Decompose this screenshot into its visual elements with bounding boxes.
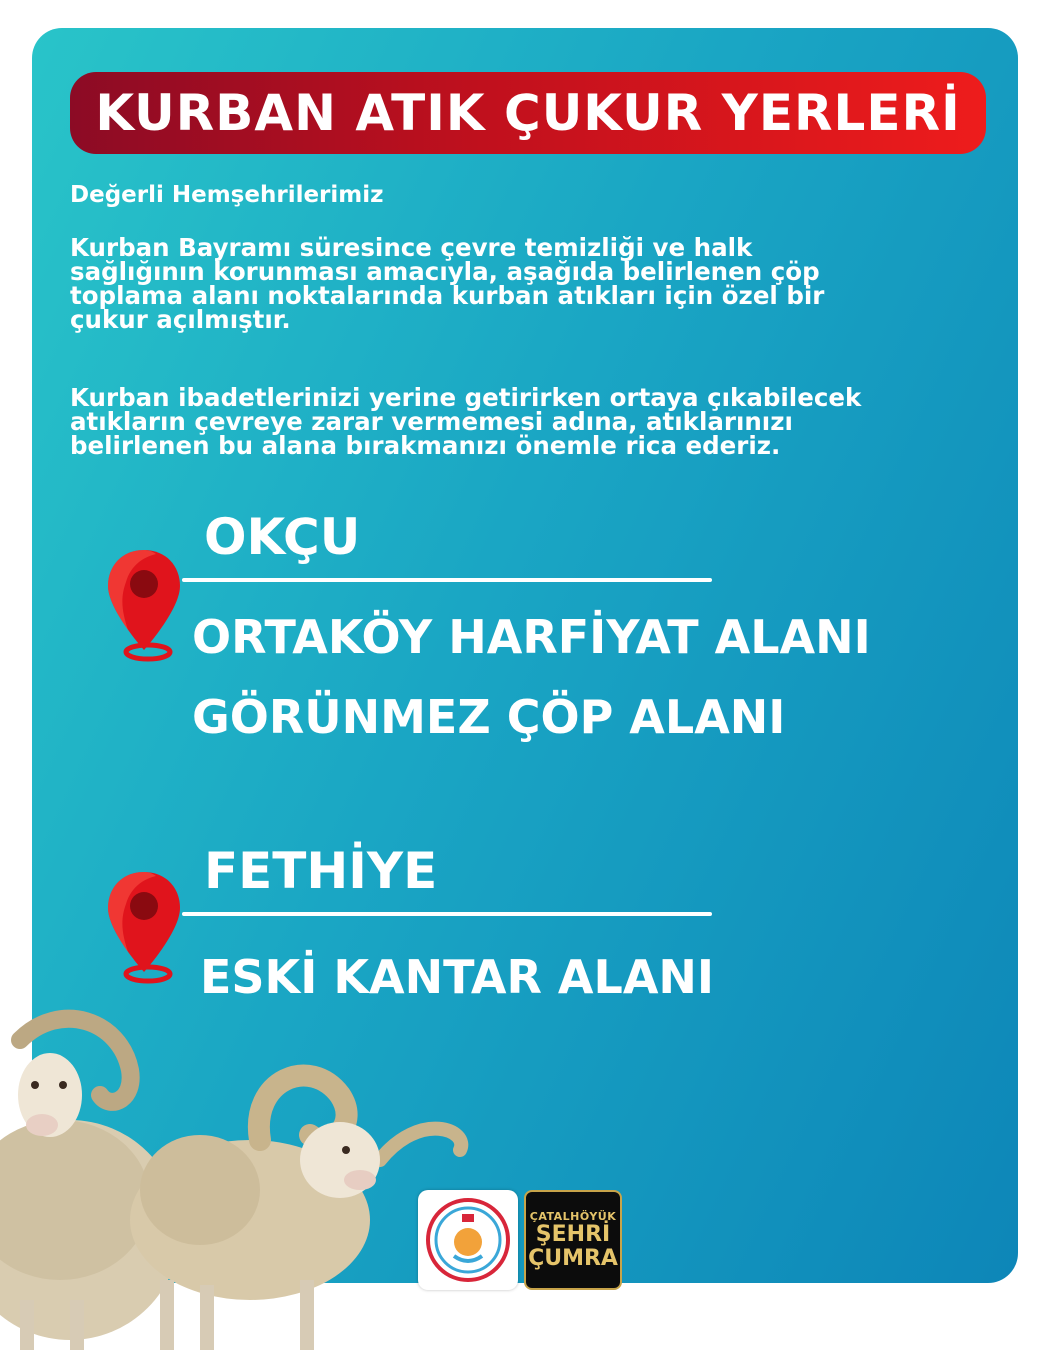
brand-mid-text: ŞEHRİ (535, 1221, 611, 1247)
paragraph-line: atıkların çevreye zarar vermemesi adına, atıklarınızı (70, 407, 793, 436)
paragraph-line: çukur açılmıştır. (70, 305, 291, 334)
sheep-illustration (0, 1000, 470, 1350)
location-area: ORTAKÖY HARFİYAT ALANI (192, 610, 871, 664)
brand-bot-text: ÇUMRA (528, 1245, 618, 1271)
paragraph-line: Kurban ibadetlerinizi yerine getirirken ortaya çıkabilecek (70, 383, 862, 412)
location-divider (182, 912, 712, 916)
location-name: FETHİYE (204, 842, 438, 900)
paragraph-line: belirlenen bu alana bırakmanızı önemle rica ederiz. (70, 431, 781, 460)
location-divider (182, 578, 712, 582)
paragraph-line: Kurban Bayramı süresince çevre temizliği ve halk (70, 233, 753, 262)
brand-top-text: ÇATALHÖYÜK (529, 1209, 617, 1223)
paragraph-line: toplama alanı noktalarında kurban atıkları için özel bir (70, 281, 825, 310)
municipality-logo (418, 1190, 518, 1290)
paragraph-line: sağlığının korunması amacıyla, aşağıda belirlenen çöp (70, 257, 820, 286)
catalhoyuk-brand-logo (524, 1190, 622, 1290)
location-pin-icon (104, 868, 184, 988)
location-area: GÖRÜNMEZ ÇÖP ALANI (192, 690, 786, 744)
page-title: KURBAN ATIK ÇUKUR YERLERİ (95, 84, 961, 142)
location-name: OKÇU (204, 508, 361, 566)
greeting-text: Değerli Hemşehrilerimiz (70, 182, 384, 208)
title-banner (70, 72, 986, 154)
announcement-paragraph-1 (70, 233, 1000, 334)
location-pin-icon (104, 546, 184, 666)
announcement-paragraph-2 (70, 383, 1000, 460)
location-area: ESKİ KANTAR ALANI (200, 950, 715, 1004)
